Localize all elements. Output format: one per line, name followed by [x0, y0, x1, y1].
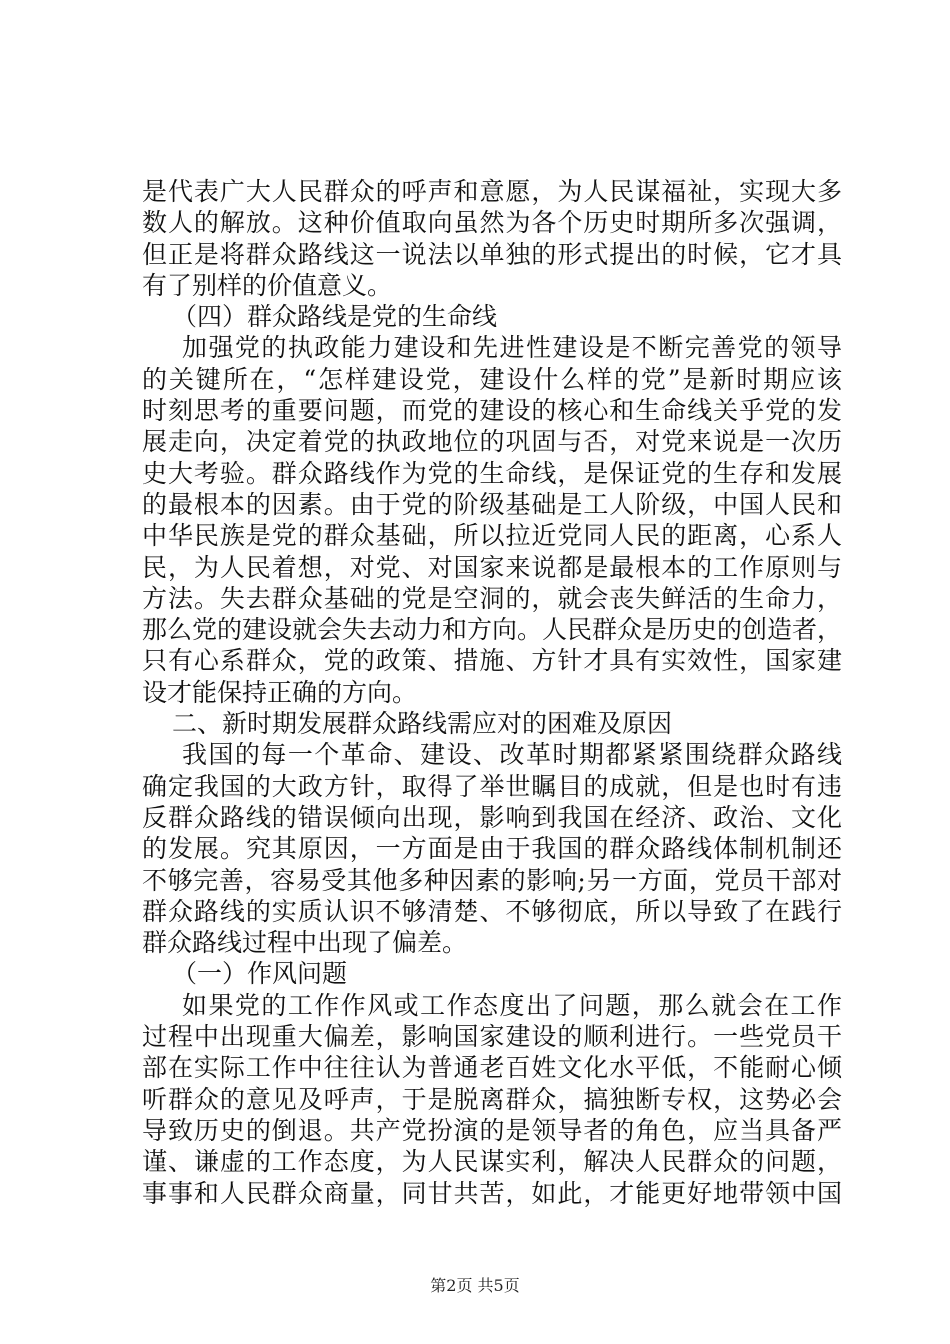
paragraph-line: 的发展。究其原因，一方面是由于我国的群众路线体制机制还: [142, 834, 842, 864]
paragraph-line: 史大考验。群众路线作为党的生命线，是保证党的生存和发展: [142, 458, 842, 488]
section-heading: （一）作风问题: [172, 959, 348, 989]
paragraph-line: 反群众路线的错误倾向出现，影响到我国在经济、政治、文化: [142, 802, 842, 832]
section-heading: （四）群众路线是党的生命线: [172, 302, 498, 332]
paragraph-line: 加强党的执政能力建设和先进性建设是不断完善党的领导: [182, 333, 842, 363]
paragraph-line: 群众路线的实质认识不够清楚、不够彻底，所以导致了在践行: [142, 896, 842, 926]
paragraph-line: 确定我国的大政方针，取得了举世瞩目的成就，但是也时有违: [142, 771, 842, 801]
paragraph-line: 过程中出现重大偏差，影响国家建设的顺利进行。一些党员干: [142, 1022, 842, 1052]
paragraph-line: 民，为人民着想，对党、对国家来说都是最根本的工作原则与: [142, 552, 842, 582]
paragraph-line: 不够完善，容易受其他多种因素的影响;另一方面，党员干部对: [142, 865, 842, 895]
paragraph-line: 时刻思考的重要问题，而党的建设的核心和生命线关乎党的发: [142, 396, 842, 426]
paragraph-line: 方法。失去群众基础的党是空洞的，就会丧失鲜活的生命力，: [142, 583, 842, 613]
paragraph-line: 中华民族是党的群众基础，所以拉近党同人民的距离，心系人: [142, 521, 842, 551]
paragraph-line: 设才能保持正确的方向。: [142, 677, 418, 707]
paragraph-line: 事事和人民群众商量，同甘共苦，如此，才能更好地带领中国: [142, 1178, 842, 1208]
paragraph-line: 的最根本的因素。由于党的阶级基础是工人阶级，中国人民和: [142, 489, 842, 519]
paragraph-line: 如果党的工作作风或工作态度出了问题，那么就会在工作: [182, 990, 842, 1020]
paragraph-line: 听群众的意见及呼声，于是脱离群众，搞独断专权，这势必会: [142, 1084, 842, 1114]
paragraph-line: 但正是将群众路线这一说法以单独的形式提出的时候，它才具: [142, 239, 842, 269]
paragraph-line: 谨、谦虚的工作态度，为人民谋实利，解决人民群众的问题，: [142, 1147, 842, 1177]
paragraph-line: 我国的每一个革命、建设、改革时期都紧紧围绕群众路线: [182, 740, 842, 770]
paragraph-line: 的关键所在，“怎样建设党，建设什么样的党”是新时期应该: [142, 364, 842, 394]
paragraph-line: 部在实际工作中往往认为普通老百姓文化水平低，不能耐心倾: [142, 1053, 842, 1083]
paragraph-line: 数人的解放。这种价值取向虽然为各个历史时期所多次强调，: [142, 208, 842, 238]
paragraph-line: 群众路线过程中出现了偏差。: [142, 928, 468, 958]
paragraph-line: 那么党的建设就会失去动力和方向。人民群众是历史的创造者，: [142, 615, 843, 645]
document-body: [142, 176, 842, 1209]
paragraph-line: 是代表广大人民群众的呼声和意愿，为人民谋福祉，实现大多: [142, 177, 842, 206]
paragraph-line: 展走向，决定着党的执政地位的巩固与否，对党来说是一次历: [142, 427, 842, 457]
page-footer: 第2页 共5页: [430, 1276, 520, 1295]
paragraph-line: 导致历史的倒退。共产党扮演的是领导者的角色，应当具备严: [142, 1115, 842, 1145]
section-heading: 二、新时期发展群众路线需应对的困难及原因: [172, 709, 673, 739]
paragraph-line: 有了别样的价值意义。: [142, 270, 393, 300]
paragraph-line: 只有心系群众，党的政策、措施、方针才具有实效性，国家建: [142, 646, 842, 676]
